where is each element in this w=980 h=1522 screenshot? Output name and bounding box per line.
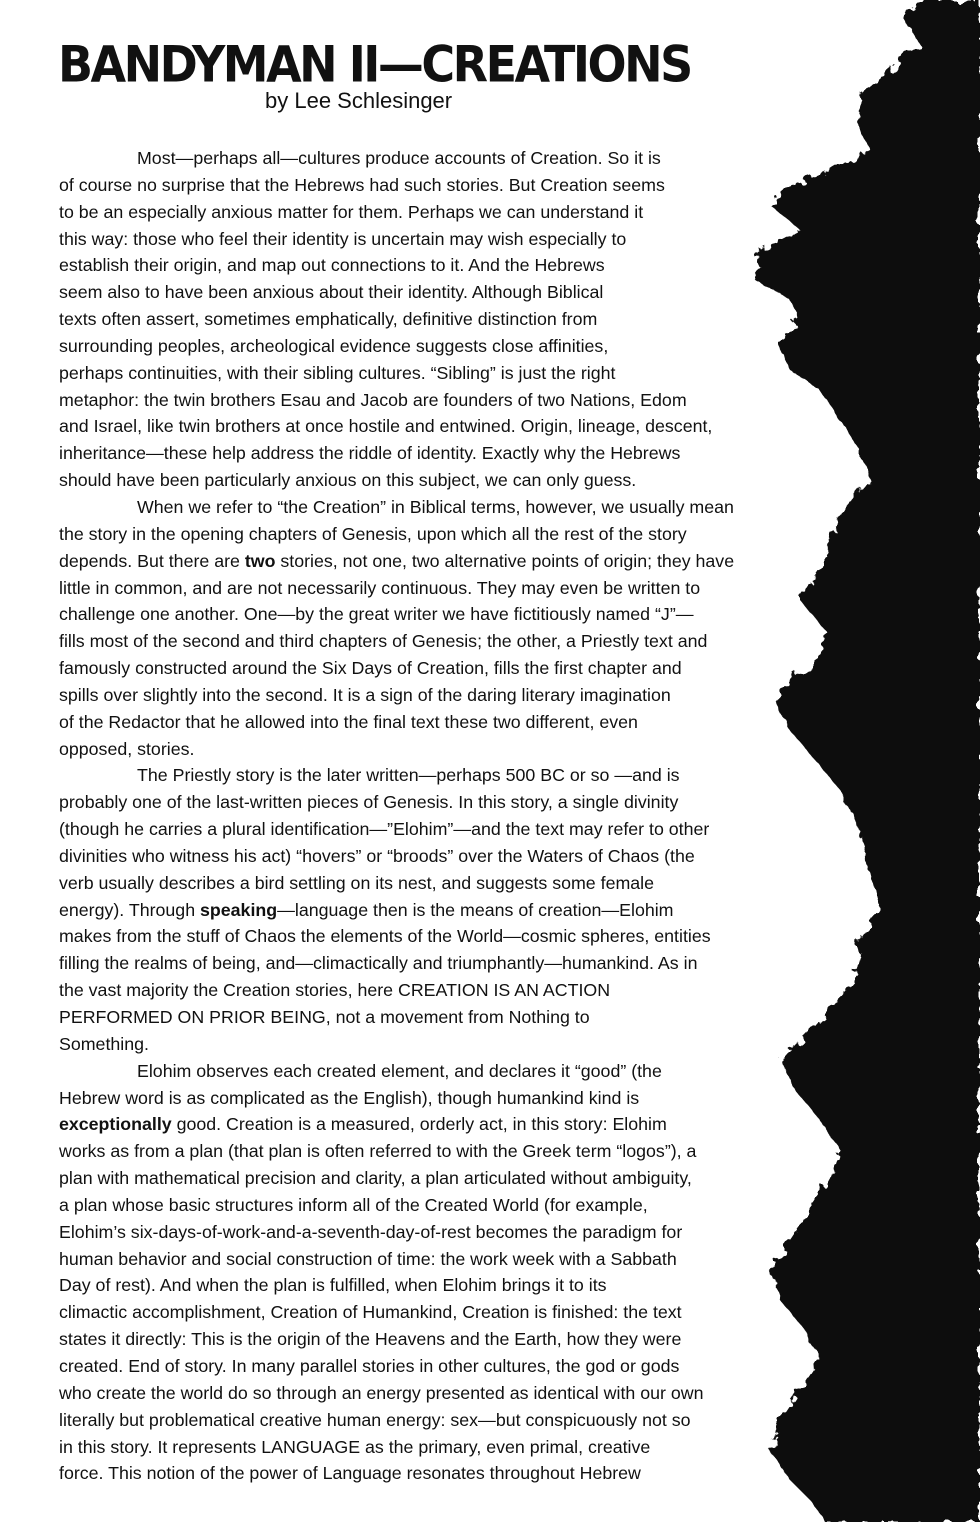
text-line: famously constructed around the Six Days of Creation, fills the first chapter and: [59, 658, 682, 679]
text-line: texts often assert, sometimes emphatically, definitive distinction from: [59, 309, 598, 330]
text-line: of course no surprise that the Hebrews had such stories. But Creation seems: [59, 174, 665, 195]
text-line: Most—perhaps all—cultures produce accounts of Creation. So it is: [137, 148, 661, 168]
text-line: plan with mathematical precision and clarity, a plan articulated without ambiguity,: [59, 1168, 692, 1189]
text-span: good. Creation is a measured, orderly act, in this story: Elohim: [171, 1114, 667, 1135]
bold-emphasis: speaking: [200, 899, 278, 920]
text-line: created. End of story. In many parallel stories in other cultures, the god or gods: [59, 1355, 680, 1376]
text-line: Day of rest). And when the plan is fulfilled, when Elohim brings it to its: [59, 1275, 607, 1296]
text-line: PERFORMED ON PRIOR BEING, not a movement from Nothing to: [59, 1007, 590, 1027]
text-line: Elohim’s six-days-of-work-and-a-seventh-day-of-rest becomes the paradigm for: [59, 1221, 683, 1242]
text-line: climactic accomplishment, Creation of Humankind, Creation is finished: the text: [59, 1302, 682, 1323]
text-line: When we refer to “the Creation” in Biblical terms, however, we usually mean: [137, 496, 734, 517]
text-line: inheritance—these help address the riddle of identity. Exactly why the Hebrews: [59, 443, 681, 464]
text-line: [59, 1111, 829, 1138]
text-span: —language then is the means of creation—Elohim: [277, 899, 674, 920]
text-line: filling the realms of being, and—climactically and triumphantly—humankind. As in: [59, 953, 698, 974]
text-line: verb usually describes a bird settling on its nest, and suggests some female: [59, 872, 654, 893]
text-line: establish their origin, and map out connections to it. And the Hebrews: [59, 255, 605, 276]
text-line: Something.: [59, 1033, 149, 1054]
text-line: [59, 897, 829, 924]
text-line: seem also to have been anxious about their identity. Although Biblical: [59, 282, 604, 303]
text-span: stories, not one, two alternative points of origin; they have: [275, 550, 735, 571]
text-line: the story in the opening chapters of Genesis, upon which all the rest of the story: [59, 523, 687, 544]
text-line: literally but problematical creative human energy: sex—but conspicuously not so: [59, 1409, 691, 1430]
text-line: fills most of the second and third chapters of Genesis; the other, a Priestly text and: [59, 631, 708, 652]
text-line: to be an especially anxious matter for them. Perhaps we can understand it: [59, 201, 644, 222]
text-line: of the Redactor that he allowed into the final text these two different, even: [59, 711, 638, 732]
text-line: challenge one another. One—by the great writer we have fictitiously named “J”—: [59, 604, 694, 625]
text-line: opposed, stories.: [59, 738, 195, 759]
text-line: (though he carries a plural identification—”Elohim”—and the text may refer to other: [59, 819, 710, 840]
text-line: spills over slightly into the second. It is a sign of the daring literary imagination: [59, 684, 671, 705]
text-line: human behavior and social construction of time: the work week with a Sabbath: [59, 1248, 677, 1269]
article-byline: by Lee Schlesinger: [265, 88, 453, 113]
text-line: should have been particularly anxious on this subject, we can only guess.: [59, 470, 637, 491]
text-line: force. This notion of the power of Language resonates throughout Hebrew: [59, 1463, 641, 1484]
text-line: the vast majority the Creation stories, here CREATION IS AN ACTION: [59, 980, 611, 1001]
text-line: in this story. It represents LANGUAGE as the primary, even primal, creative: [59, 1436, 651, 1457]
text-line: works as from a plan (that plan is often referred to with the Greek term “logos”), a: [59, 1141, 697, 1162]
bold-emphasis: exceptionally: [59, 1114, 172, 1135]
text-line: this way: those who feel their identity is uncertain may wish especially to: [59, 228, 627, 249]
text-line: metaphor: the twin brothers Esau and Jacob are founders of two Nations, Edom: [59, 389, 687, 410]
text-line: little in common, and are not necessarily continuous. They may even be written to: [59, 577, 701, 598]
text-line: states it directly: This is the origin of the Heavens and the Earth, how they were: [59, 1329, 682, 1350]
text-line: probably one of the last-written pieces of Genesis. In this story, a single divinity: [59, 792, 679, 813]
text-line: Elohim observes each created element, and declares it “good” (the: [137, 1060, 662, 1081]
article-title: BANDYMAN II—CREATIONS: [58, 35, 691, 94]
text-span: energy). Through: [59, 899, 201, 920]
text-span: depends. But there are: [59, 550, 245, 571]
text-line: perhaps continuities, with their sibling cultures. “Sibling” is just the right: [59, 362, 616, 383]
bold-emphasis: two: [244, 550, 276, 571]
text-line: The Priestly story is the later written—perhaps 500 BC or so —and is: [137, 765, 680, 786]
text-line: who create the world do so through an energy presented as identical with our own: [59, 1382, 704, 1403]
text-line: divinities who witness his act) “hovers” or “broods” over the Waters of Chaos (the: [59, 845, 695, 866]
text-line: Hebrew word is as complicated as the English), though humankind kind is: [59, 1087, 640, 1108]
text-line: and Israel, like twin brothers at once hostile and entwined. Origin, lineage, descent,: [59, 416, 713, 437]
text-line: a plan whose basic structures inform all of the Created World (for example,: [59, 1194, 648, 1215]
article-body: [59, 145, 829, 1487]
text-line: [59, 548, 829, 575]
text-line: surrounding peoples, archeological evidence suggests close affinities,: [59, 335, 609, 356]
text-line: makes from the stuff of Chaos the elements of the World—cosmic spheres, entities: [59, 926, 711, 947]
